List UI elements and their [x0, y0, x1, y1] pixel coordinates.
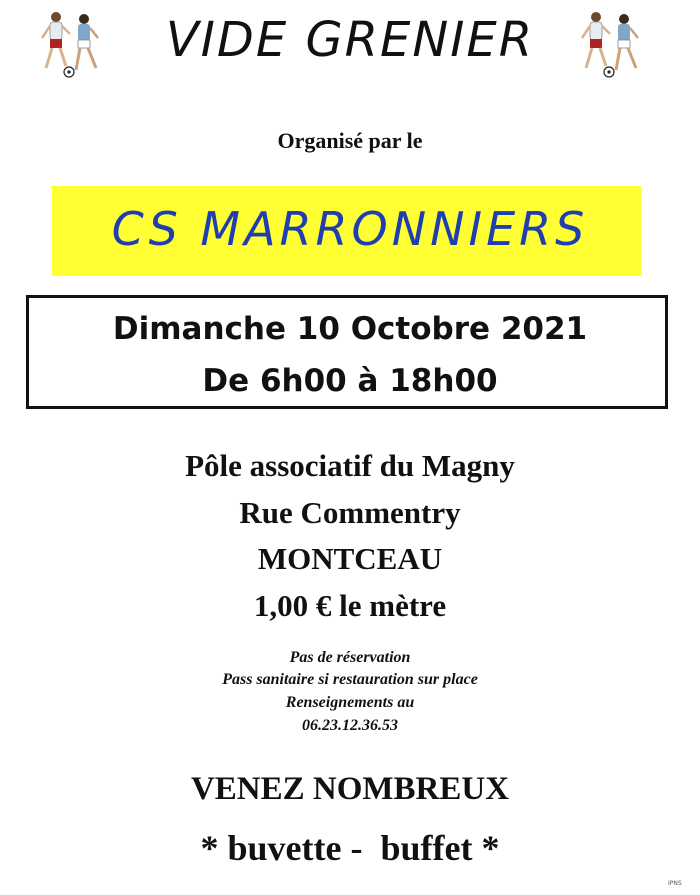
- note-info: Renseignements au: [285, 694, 415, 711]
- ipns-mark: IPNS: [668, 880, 682, 887]
- contact-phone: 06.23.12.36.53: [302, 717, 398, 734]
- note-health-pass: Pass sanitaire si restauration sur place: [222, 671, 478, 688]
- call-to-action: VENEZ NOMBREUX: [190, 771, 510, 807]
- club-name: CS MARRONNIERS: [111, 202, 589, 256]
- venue-town: MONTCEAU: [257, 541, 443, 576]
- organised-by-label: Organisé par le: [277, 128, 423, 153]
- venue-street: Rue Commentry: [239, 495, 461, 530]
- price-per-metre: 1,00 € le mètre: [253, 588, 447, 623]
- venue-name: Pôle associatif du Magny: [185, 448, 515, 483]
- refreshments-line: * buvette - buffet *: [200, 828, 500, 868]
- event-hours: De 6h00 à 18h00: [202, 363, 498, 399]
- poster-title: VIDE GRENIER: [165, 12, 535, 68]
- note-no-reservation: Pas de réservation: [289, 649, 411, 666]
- event-date: Dimanche 10 Octobre 2021: [112, 311, 588, 347]
